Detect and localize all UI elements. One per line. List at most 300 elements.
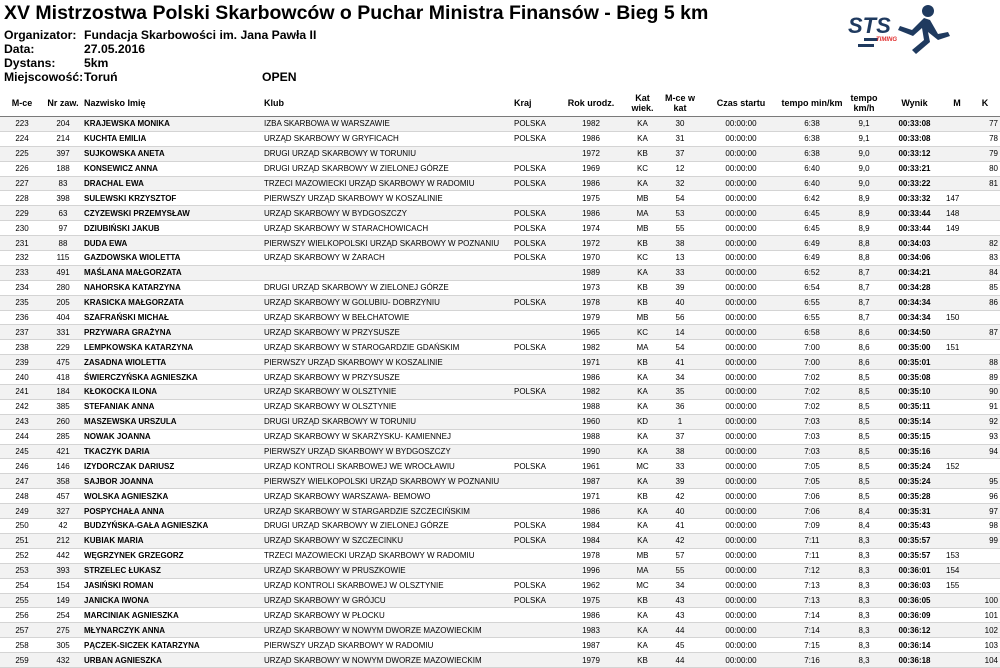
col-age-category-cell: KA [626,265,659,280]
col-k-cell: 80 [970,161,1000,176]
col-club-cell: URZĄD KONTROLI SKARBOWEJ WE WROCŁAWIU [262,459,512,474]
col-age-category-cell: MB [626,548,659,563]
col-name-cell: DUDA EWA [82,236,262,251]
col-club-cell: URZĄD SKARBOWY W SKARŻYSKU- KAMIENNEJ [262,429,512,444]
col-country-cell: POLSKA [512,593,556,608]
col-k-cell [970,340,1000,355]
col-birth-year-cell: 1979 [556,653,626,668]
col-m-cell [944,370,970,385]
col-category-place-cell: 42 [659,533,701,548]
col-pace-min-km-cell: 7:02 [781,399,843,414]
col-birth-year-cell: 1960 [556,414,626,429]
table-row [0,623,1000,638]
col-start-time-cell: 00:00:00 [701,638,781,653]
col-pace-km-h-cell: 8,5 [843,474,885,489]
col-age-category-cell: KA [626,623,659,638]
col-name-cell: STRZELEC ŁUKASZ [82,563,262,578]
col-m-cell [944,653,970,668]
col-place-cell: 224 [0,131,44,146]
col-place-cell: 252 [0,548,44,563]
col-club-cell: URZĄD SKARBOWY W PRUSZKOWIE [262,563,512,578]
table-row [0,414,1000,429]
logo-text: STS [848,13,891,38]
header-col-club: Klub [262,89,512,117]
col-pace-min-km-cell: 7:00 [781,355,843,370]
col-category-place-cell: 44 [659,653,701,668]
col-pace-km-h-cell: 8,6 [843,325,885,340]
col-bib-cell: 457 [44,489,82,504]
table-row [0,504,1000,519]
table-row [0,355,1000,370]
col-result-cell: 00:34:21 [885,265,944,280]
table-row [0,310,1000,325]
col-m-cell: 148 [944,206,970,221]
col-place-cell: 230 [0,221,44,236]
col-result-cell: 00:35:11 [885,399,944,414]
col-country-cell: POLSKA [512,251,556,266]
col-birth-year-cell: 1986 [556,206,626,221]
results-table [0,89,1000,668]
header-col-start-time: Czas startu [701,89,781,117]
col-place-cell: 244 [0,429,44,444]
col-country-cell [512,638,556,653]
table-row [0,638,1000,653]
col-pace-min-km-cell: 7:15 [781,638,843,653]
col-m-cell [944,131,970,146]
col-category-place-cell: 1 [659,414,701,429]
col-result-cell: 00:34:50 [885,325,944,340]
col-birth-year-cell: 1965 [556,325,626,340]
col-country-cell [512,280,556,295]
table-row [0,459,1000,474]
col-place-cell: 242 [0,399,44,414]
col-pace-min-km-cell: 6:38 [781,117,843,132]
col-pace-min-km-cell: 7:05 [781,459,843,474]
col-m-cell: 151 [944,340,970,355]
col-pace-km-h-cell: 8,3 [843,638,885,653]
col-name-cell: MŁYNARCZYK ANNA [82,623,262,638]
table-row [0,117,1000,132]
col-category-place-cell: 43 [659,593,701,608]
col-k-cell [970,548,1000,563]
col-place-cell: 232 [0,251,44,266]
col-pace-km-h-cell: 8,5 [843,414,885,429]
col-start-time-cell: 00:00:00 [701,251,781,266]
date-value: 27.05.2016 [84,42,145,56]
col-club-cell: DRUGI URZĄD SKARBOWY W TORUNIU [262,414,512,429]
col-birth-year-cell: 1973 [556,280,626,295]
col-bib-cell: 83 [44,176,82,191]
col-name-cell: WOLSKA AGNIESZKA [82,489,262,504]
col-club-cell: URZĄD SKARBOWY W OLSZTYNIE [262,385,512,400]
col-place-cell: 249 [0,504,44,519]
col-birth-year-cell: 1988 [556,399,626,414]
col-pace-km-h-cell: 8,3 [843,563,885,578]
page-title: XV Mistrzostwa Polski Skarbowców o Puchar Ministra Finansów - Bieg 5 km [4,2,709,24]
col-pace-km-h-cell: 8,7 [843,280,885,295]
col-birth-year-cell: 1987 [556,638,626,653]
col-country-cell: POLSKA [512,578,556,593]
col-result-cell: 00:33:21 [885,161,944,176]
col-m-cell [944,429,970,444]
col-country-cell [512,146,556,161]
col-birth-year-cell: 1979 [556,310,626,325]
col-start-time-cell: 00:00:00 [701,519,781,534]
col-start-time-cell: 00:00:00 [701,295,781,310]
col-club-cell: TRZECI MAZOWIECKI URZĄD SKARBOWY W RADOMIU [262,548,512,563]
distance-value: 5km [84,56,109,70]
col-pace-km-h-cell: 8,5 [843,399,885,414]
col-country-cell: POLSKA [512,295,556,310]
col-birth-year-cell: 1975 [556,191,626,206]
col-club-cell: PIERWSZY WIELKOPOLSKI URZĄD SKARBOWY W POZNANIU [262,236,512,251]
col-k-cell: 81 [970,176,1000,191]
header-col-birth-year: Rok urodz. [556,89,626,117]
col-start-time-cell: 00:00:00 [701,533,781,548]
col-pace-km-h-cell: 8,3 [843,578,885,593]
col-birth-year-cell: 1971 [556,355,626,370]
header-col-m: M [944,89,970,117]
col-pace-min-km-cell: 7:05 [781,474,843,489]
col-birth-year-cell: 1972 [556,236,626,251]
table-row [0,444,1000,459]
col-place-cell: 226 [0,161,44,176]
col-club-cell: DRUGI URZĄD SKARBOWY W ZIELONEJ GÓRZE [262,519,512,534]
col-birth-year-cell: 1961 [556,459,626,474]
col-start-time-cell: 00:00:00 [701,548,781,563]
col-result-cell: 00:33:22 [885,176,944,191]
col-k-cell: 95 [970,474,1000,489]
col-name-cell: JASIŃSKI ROMAN [82,578,262,593]
col-name-cell: MASZEWSKA URSZULA [82,414,262,429]
col-bib-cell: 229 [44,340,82,355]
col-pace-km-h-cell: 8,5 [843,459,885,474]
col-country-cell [512,191,556,206]
col-age-category-cell: KA [626,608,659,623]
col-result-cell: 00:36:12 [885,623,944,638]
category-label: OPEN [262,70,297,84]
col-place-cell: 240 [0,370,44,385]
table-row [0,563,1000,578]
col-m-cell: 150 [944,310,970,325]
place-value: Toruń [84,70,118,84]
col-birth-year-cell: 1962 [556,578,626,593]
col-m-cell [944,608,970,623]
col-bib-cell: 358 [44,474,82,489]
table-row [0,206,1000,221]
col-start-time-cell: 00:00:00 [701,563,781,578]
col-birth-year-cell: 1987 [556,474,626,489]
col-place-cell: 233 [0,265,44,280]
sts-timing-logo [838,2,956,64]
col-name-cell: GAZDOWSKA WIOLETTA [82,251,262,266]
logo-subtext: TIMING [876,37,897,43]
col-age-category-cell: MB [626,221,659,236]
col-k-cell: 87 [970,325,1000,340]
col-category-place-cell: 39 [659,474,701,489]
col-club-cell [262,265,512,280]
col-bib-cell: 421 [44,444,82,459]
col-birth-year-cell: 1982 [556,385,626,400]
col-place-cell: 245 [0,444,44,459]
col-pace-min-km-cell: 6:55 [781,295,843,310]
col-bib-cell: 280 [44,280,82,295]
col-start-time-cell: 00:00:00 [701,325,781,340]
col-place-cell: 255 [0,593,44,608]
col-birth-year-cell: 1990 [556,444,626,459]
header-col-pace-km-h: tempo km/h [843,89,885,117]
col-pace-km-h-cell: 8,8 [843,236,885,251]
table-row [0,340,1000,355]
col-name-cell: PĄCZEK-SICZEK KATARZYNA [82,638,262,653]
col-result-cell: 00:35:16 [885,444,944,459]
col-pace-km-h-cell: 8,6 [843,355,885,370]
col-name-cell: SAJBOR JOANNA [82,474,262,489]
col-club-cell: PIERWSZY URZĄD SKARBOWY W BYDGOSZCZY [262,444,512,459]
col-k-cell: 97 [970,504,1000,519]
col-age-category-cell: KB [626,653,659,668]
col-bib-cell: 214 [44,131,82,146]
col-birth-year-cell: 1978 [556,295,626,310]
col-category-place-cell: 57 [659,548,701,563]
col-place-cell: 234 [0,280,44,295]
col-k-cell [970,206,1000,221]
col-birth-year-cell: 1986 [556,370,626,385]
col-result-cell: 00:35:14 [885,414,944,429]
header-col-age-category: Kat wiek. [626,89,659,117]
col-k-cell [970,459,1000,474]
col-k-cell [970,563,1000,578]
col-pace-km-h-cell: 8,5 [843,429,885,444]
col-m-cell [944,325,970,340]
col-category-place-cell: 34 [659,578,701,593]
col-category-place-cell: 40 [659,504,701,519]
col-birth-year-cell: 1983 [556,623,626,638]
col-pace-km-h-cell: 8,6 [843,340,885,355]
col-pace-min-km-cell: 6:45 [781,206,843,221]
col-club-cell: URZĄD KONTROLI SKARBOWEJ W OLSZTYNIE [262,578,512,593]
col-start-time-cell: 00:00:00 [701,265,781,280]
col-result-cell: 00:35:01 [885,355,944,370]
col-start-time-cell: 00:00:00 [701,117,781,132]
col-category-place-cell: 54 [659,191,701,206]
col-category-place-cell: 44 [659,623,701,638]
col-bib-cell: 212 [44,533,82,548]
col-age-category-cell: KA [626,533,659,548]
col-pace-km-h-cell: 9,0 [843,176,885,191]
col-birth-year-cell: 1986 [556,176,626,191]
table-row [0,131,1000,146]
col-start-time-cell: 00:00:00 [701,340,781,355]
col-club-cell: URZĄD SKARBOWY W GOLUBIU- DOBRZYNIU [262,295,512,310]
col-pace-km-h-cell: 8,9 [843,206,885,221]
col-result-cell: 00:35:15 [885,429,944,444]
col-pace-min-km-cell: 7:02 [781,385,843,400]
col-pace-min-km-cell: 6:52 [781,265,843,280]
col-pace-min-km-cell: 7:16 [781,653,843,668]
col-name-cell: ZASADNA WIOLETTA [82,355,262,370]
col-club-cell: URZĄD SKARBOWY W STAROGARDZIE GDAŃSKIM [262,340,512,355]
col-result-cell: 00:34:34 [885,310,944,325]
col-club-cell: URZĄD SKARBOWY W SZCZECINKU [262,533,512,548]
col-pace-km-h-cell: 8,4 [843,519,885,534]
col-pace-km-h-cell: 8,9 [843,221,885,236]
col-pace-min-km-cell: 6:40 [781,176,843,191]
col-category-place-cell: 13 [659,251,701,266]
col-place-cell: 258 [0,638,44,653]
col-category-place-cell: 33 [659,265,701,280]
col-category-place-cell: 38 [659,444,701,459]
col-age-category-cell: KA [626,474,659,489]
header-col-country: Kraj [512,89,556,117]
col-club-cell: URZĄD SKARBOWY W PRZYSUSZE [262,325,512,340]
col-start-time-cell: 00:00:00 [701,280,781,295]
col-bib-cell: 393 [44,563,82,578]
col-start-time-cell: 00:00:00 [701,444,781,459]
col-age-category-cell: KB [626,236,659,251]
col-pace-min-km-cell: 7:11 [781,533,843,548]
col-start-time-cell: 00:00:00 [701,623,781,638]
col-k-cell: 94 [970,444,1000,459]
col-result-cell: 00:35:43 [885,519,944,534]
col-start-time-cell: 00:00:00 [701,399,781,414]
col-pace-km-h-cell: 8,3 [843,533,885,548]
table-row [0,236,1000,251]
col-age-category-cell: KA [626,131,659,146]
col-k-cell: 96 [970,489,1000,504]
col-category-place-cell: 56 [659,310,701,325]
col-pace-min-km-cell: 7:06 [781,504,843,519]
col-pace-min-km-cell: 7:14 [781,608,843,623]
col-result-cell: 00:36:01 [885,563,944,578]
col-country-cell: POLSKA [512,221,556,236]
col-country-cell: POLSKA [512,117,556,132]
col-pace-min-km-cell: 6:45 [781,221,843,236]
col-country-cell: POLSKA [512,519,556,534]
col-country-cell [512,548,556,563]
col-name-cell: SZAFRAŃSKI MICHAŁ [82,310,262,325]
col-place-cell: 239 [0,355,44,370]
col-birth-year-cell: 1974 [556,221,626,236]
col-club-cell: PIERWSZY URZĄD SKARBOWY W KOSZALINIE [262,355,512,370]
col-m-cell [944,623,970,638]
col-name-cell: URBAN AGNIESZKA [82,653,262,668]
col-category-place-cell: 53 [659,206,701,221]
table-row [0,176,1000,191]
col-pace-min-km-cell: 6:49 [781,236,843,251]
col-pace-km-h-cell: 9,0 [843,161,885,176]
col-result-cell: 00:36:05 [885,593,944,608]
table-row [0,429,1000,444]
col-m-cell [944,533,970,548]
col-start-time-cell: 00:00:00 [701,206,781,221]
col-age-category-cell: KC [626,325,659,340]
col-age-category-cell: KA [626,638,659,653]
col-place-cell: 228 [0,191,44,206]
col-pace-km-h-cell: 9,1 [843,131,885,146]
col-country-cell [512,414,556,429]
col-m-cell [944,504,970,519]
col-country-cell: POLSKA [512,206,556,221]
col-country-cell [512,504,556,519]
col-pace-km-h-cell: 8,3 [843,593,885,608]
col-pace-km-h-cell: 8,7 [843,310,885,325]
col-start-time-cell: 00:00:00 [701,310,781,325]
col-birth-year-cell: 1971 [556,489,626,504]
col-bib-cell: 204 [44,117,82,132]
col-pace-min-km-cell: 7:14 [781,623,843,638]
col-birth-year-cell: 1975 [556,593,626,608]
col-country-cell [512,265,556,280]
col-age-category-cell: KB [626,280,659,295]
table-row [0,474,1000,489]
col-category-place-cell: 54 [659,340,701,355]
table-row [0,548,1000,563]
col-category-place-cell: 43 [659,608,701,623]
col-age-category-cell: KB [626,146,659,161]
col-bib-cell: 285 [44,429,82,444]
col-pace-min-km-cell: 7:13 [781,593,843,608]
col-k-cell: 101 [970,608,1000,623]
col-country-cell [512,474,556,489]
col-bib-cell: 97 [44,221,82,236]
col-k-cell: 83 [970,251,1000,266]
col-category-place-cell: 35 [659,385,701,400]
col-pace-min-km-cell: 6:42 [781,191,843,206]
col-result-cell: 00:35:00 [885,340,944,355]
col-k-cell: 88 [970,355,1000,370]
col-result-cell: 00:34:34 [885,295,944,310]
col-birth-year-cell: 1989 [556,265,626,280]
col-age-category-cell: MC [626,578,659,593]
col-bib-cell: 42 [44,519,82,534]
col-country-cell: POLSKA [512,176,556,191]
col-pace-km-h-cell: 8,5 [843,370,885,385]
col-club-cell: DRUGI URZĄD SKARBOWY W ZIELONEJ GÓRZE [262,161,512,176]
header-col-result: Wynik [885,89,944,117]
col-place-cell: 229 [0,206,44,221]
col-age-category-cell: KA [626,176,659,191]
organizer-value: Fundacja Skarbowości im. Jana Pawła II [84,28,317,42]
col-k-cell: 98 [970,519,1000,534]
col-bib-cell: 397 [44,146,82,161]
col-bib-cell: 184 [44,385,82,400]
col-k-cell: 85 [970,280,1000,295]
col-club-cell: DRUGI URZĄD SKARBOWY W TORUNIU [262,146,512,161]
col-club-cell: PIERWSZY URZĄD SKARBOWY W RADOMIU [262,638,512,653]
col-m-cell: 147 [944,191,970,206]
col-result-cell: 00:34:03 [885,236,944,251]
col-start-time-cell: 00:00:00 [701,459,781,474]
col-bib-cell: 63 [44,206,82,221]
col-birth-year-cell: 1982 [556,340,626,355]
col-pace-km-h-cell: 8,3 [843,623,885,638]
col-bib-cell: 115 [44,251,82,266]
table-row [0,399,1000,414]
col-bib-cell: 327 [44,504,82,519]
col-pace-min-km-cell: 7:13 [781,578,843,593]
col-name-cell: KONSEWICZ ANNA [82,161,262,176]
col-club-cell: PIERWSZY URZĄD SKARBOWY W KOSZALINIE [262,191,512,206]
col-place-cell: 238 [0,340,44,355]
table-row [0,161,1000,176]
col-k-cell: 99 [970,533,1000,548]
col-age-category-cell: KA [626,370,659,385]
col-age-category-cell: MA [626,340,659,355]
col-country-cell: POLSKA [512,340,556,355]
table-row [0,221,1000,236]
col-pace-min-km-cell: 7:06 [781,489,843,504]
